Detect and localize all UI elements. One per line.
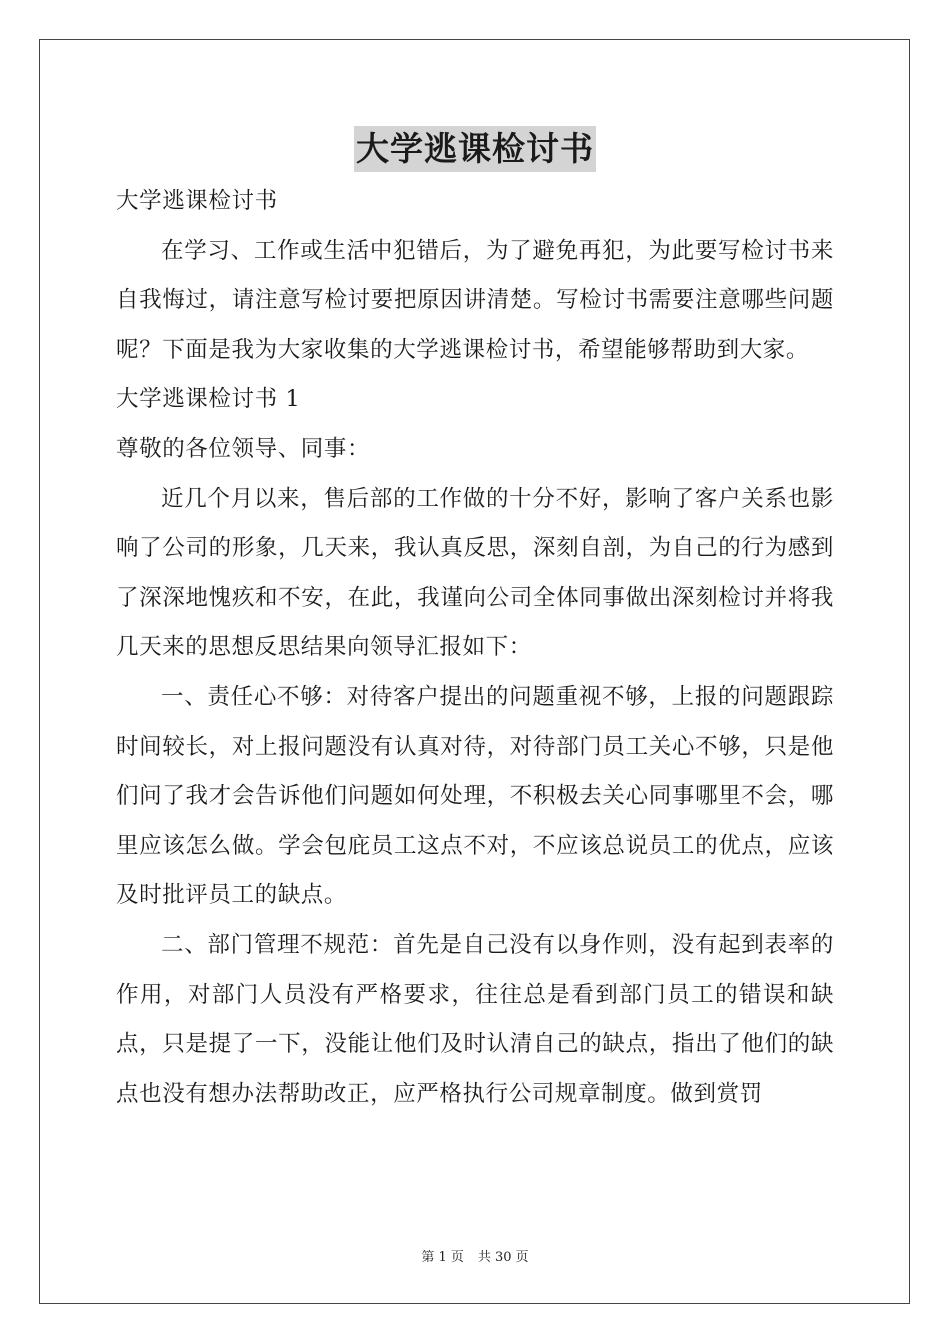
paragraph: 大学逃课检讨书 1 <box>116 386 301 413</box>
document-body <box>116 177 834 1119</box>
paragraph: 在学习、工作或生活中犯错后，为了避免再犯，为此要写检讨书来自我悔过，请注意写检讨要把原因讲清楚。写检讨书需要注意哪些问题呢？下面是我为大家收集的大学逃课检讨书，希望能够帮助到大家。 <box>116 237 834 363</box>
paragraph: 尊敬的各位领导、同事： <box>116 435 371 462</box>
paragraph: 大学逃课检讨书 <box>116 188 278 214</box>
document-title: 大学逃课检讨书 <box>354 126 596 172</box>
page-footer <box>0 1246 950 1265</box>
paragraph: 一、责任心不够：对待客户提出的问题重视不够，上报的问题跟踪时间较长，对上报问题没有认真对待，对待部门员工关心不够，只是他们问了我才会告诉他们问题如何处理，不积极去关心同事哪里不会，哪里应该怎么做。学会包庇员工这点不对，不应该总说员工的优点，应该及时批评员工的缺点。 <box>116 683 834 909</box>
document-title-wrapper <box>0 126 950 172</box>
page-total: 共 30 页 <box>477 1250 529 1265</box>
paragraph: 近几个月以来，售后部的工作做的十分不好，影响了客户关系也影响了公司的形象，几天来，我认真反思，深刻自剖，为自己的行为感到了深深地愧疚和不安，在此，我谨向公司全体同事做出深刻检讨并将我几天来的思想反思结果向领导汇报如下： <box>116 485 834 661</box>
page-number: 第 1 页 <box>421 1250 464 1265</box>
paragraph: 二、部门管理不规范：首先是自己没有以身作则，没有起到表率的作用，对部门人员没有严格要求，往往总是看到部门员工的错误和缺点，只是提了一下，没能让他们及时认清自己的缺点，指出了他们的缺点也没有想办法帮助改正，应严格执行公司规章制度。做到赏罚 <box>116 931 834 1107</box>
